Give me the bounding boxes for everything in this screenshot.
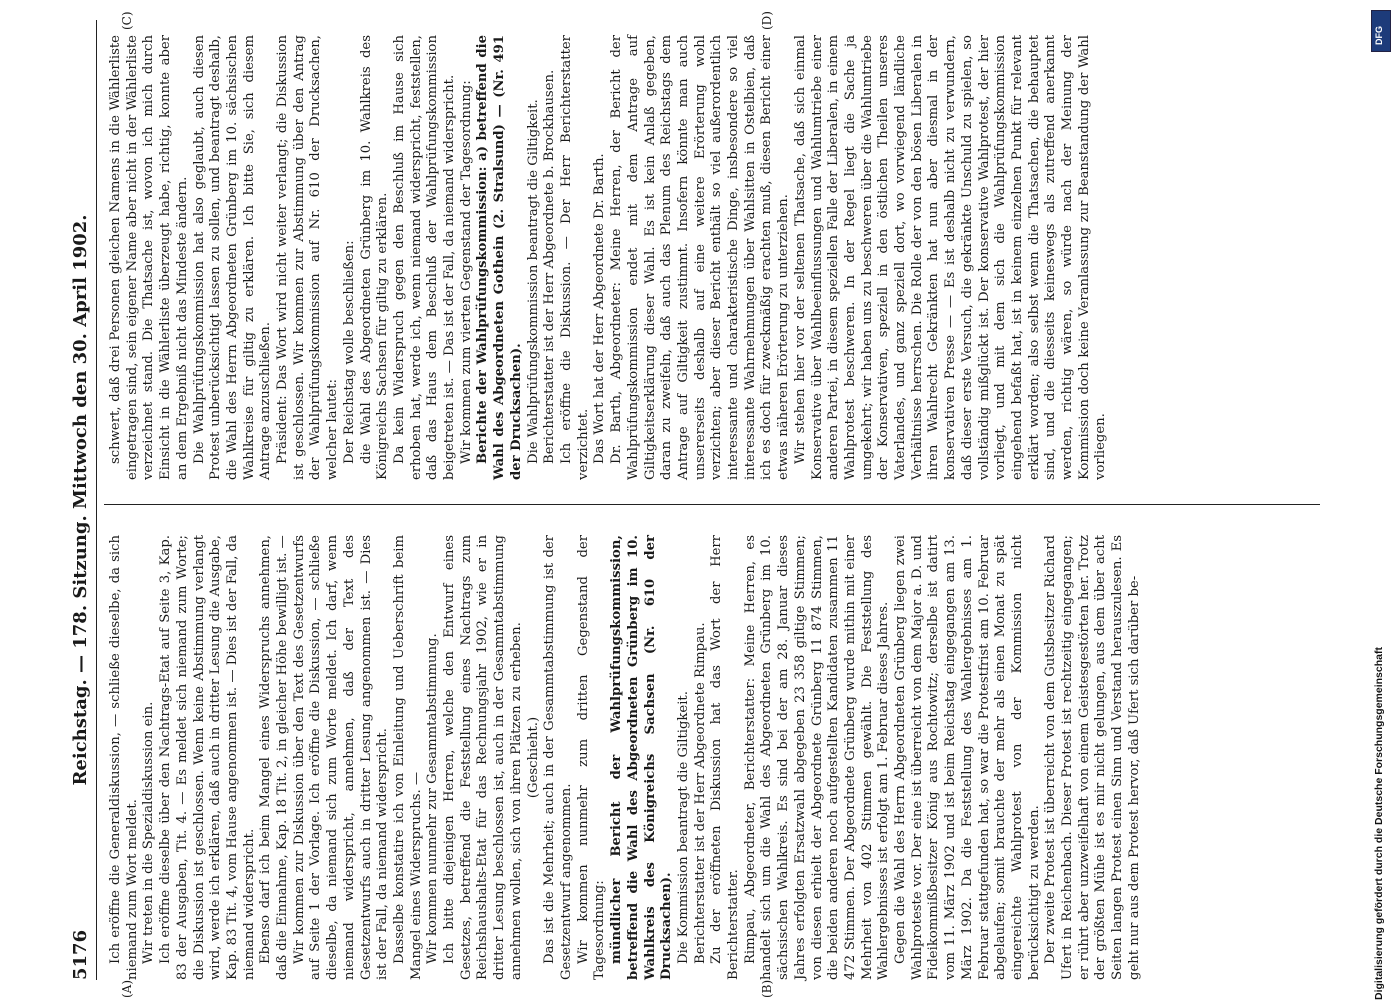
paragraph: Wir kommen nunmehr zur Gesammtabstimmung. — [425, 633, 441, 964]
paragraph: Die Wahlprüfungskommission hat also geglaubt, auch diesen Protest unberücksichtigt lassen zu sollen, und beantragt deshalb, die Wahl des Herrn Abgeordneten Grünberg im 10. sächsischen Wahlkreise für giltig zu erklären. Ich bitte Sie, sich diesem Antrage anzuschließen. — [191, 35, 274, 480]
digitization-note: Digitalisierung gefördert durch die Deutsche Forschungsgemeinschaft — [1373, 647, 1385, 1000]
paragraph: Das Wort hat der Herr Abgeordnete Dr. Barth. — [592, 153, 608, 464]
dfg-logo: DFG — [1371, 10, 1391, 52]
paragraph: Dasselbe konstatire ich von Einleitung und Ueberschrift beim Mangel eines Widerspruchs. — — [391, 535, 424, 980]
running-title: Reichstag. — 178. Sitzung. Mittwoch den 30. April 1902. — [70, 214, 91, 786]
paragraph: (Geschieht.) — [525, 716, 541, 799]
paragraph: Das ist die Mehrheit; auch in der Gesammtabstimmung ist der Gesetzentwurf angenommen. — [542, 535, 574, 980]
paragraph: Wir treten in die Spezialdiskussion ein. — [141, 701, 157, 964]
motion-text: die Wahl des Abgeordneten Grünberg im 10. Wahlkreis des Königreichs Sachsen für giltig zu erklären. — [358, 35, 391, 480]
margin-mark-b: (B) — [760, 979, 774, 998]
left-column — [108, 535, 1144, 980]
margin-mark-d: (D) — [760, 11, 774, 30]
paragraph: Berichterstatter ist der Herr Abgeordnete Rimpau. — [692, 622, 708, 964]
rotated-page — [60, 0, 1360, 1000]
paragraph: Zu der eröffneten Diskussion hat das Wort der Herr Berichterstatter. — [709, 535, 742, 980]
paragraph: Die Kommission beantragt die Giltigkeit. — [675, 691, 691, 964]
agenda-item: Berichte der Wahlprüfungskommission: a) betreffend die Wahl des Abgeordneten Gothein (2. Stralsund) — (Nr. 491 der Drucksachen). — [475, 35, 524, 480]
paragraph: Ich eröffne dieselbe über den Nachtrags-Etat auf Seite 3, Kap. 83 der Ausgaben, Tit. 4. — Es meldet sich niemand zum Worte; die Diskussion ist geschlossen. Wenn keine Abstimmung verlangt wird, werde ich erklären, daß auch in dritter Lesung die Ausgabe, Kap. 83 Tit. 4, vom Hause angenommen ist. — Dies ist der Fall, da niemand widerspricht. — [158, 535, 257, 980]
right-column — [108, 35, 1110, 480]
paragraph: Die Wahlprüfungskommission beantragt die Giltigkeit. — [525, 99, 541, 464]
paragraph: Ich eröffne die Generaldiskussion, — schließe dieselbe, da sich niemand zum Wort meldet. — [108, 535, 140, 980]
page-number: 5176 — [70, 929, 91, 980]
paragraph: Der Reichstag wolle beschließen: — [341, 240, 357, 464]
running-header — [66, 20, 97, 980]
paragraph: Berichterstatter ist der Herr Abgeordnete b. Brockhausen. — [542, 69, 558, 464]
speech: Rimpau, Abgeordneter, Berichterstatter: Meine Herren, es handelt sich um die Wahl des Abgeordneten Grünberg im 10. sächsischen Wahlkreis. Es sind bei der am 28. Januar dieses Jahres erfolgten Ersatzwahl abgegeben 23 358 giltige Stimmen; von diesen erhielt der Abgeordnete Grünberg 11 874 Stimmen, die beiden anderen noch aufgestellten Kandidaten zusammen 11 472 Stimmen. Der Abgeordnete Grünberg wurde mithin mit einer Mehrheit von 402 Stimmen gewählt. Die Feststellung des Wahlergebnisses ist erfolgt am 1. Februar dieses Jahres. — [742, 535, 892, 980]
margin-mark-c: (C) — [120, 11, 134, 30]
speech: Präsident: Das Wort wird nicht weiter verlangt; die Diskussion ist geschlossen. Wir kommen zur Abstimmung über den Antrag der Wahlprüfungskommission auf Nr. 610 der Drucksachen, welcher lautet: — [275, 35, 341, 480]
agenda-item: mündlicher Bericht der Wahlprüfungskommission, betreffend die Wahl des Abgeordneten Grünberg im 10. Wahlkreis des Königreichs Sachsen (Nr. 610 der Drucksachen). — [609, 535, 675, 980]
paragraph: schwert, daß drei Personen gleichen Namens in die Wählerliste eingetragen sind, sein eigener Name aber nicht in der Wählerliste verzeichnet stand. Die Thatsache ist, wovon ich mich durch Einsicht in die Wählerliste überzeugt habe, richtig, konnte aber an dem Ergebniß nicht das Mindeste ändern. — [108, 35, 190, 480]
paragraph: Wir kommen nunmehr zum dritten Gegenstand der Tagesordnung: — [575, 535, 608, 980]
paragraph: Wir kommen zur Diskussion über den Text des Gesetzentwurfs auf Seite 1 der Vorlage. Ich eröffne die Diskussion, — schließe dieselbe, da niemand sich zum Worte meldet. Ich darf, wenn niemand widerspricht, annehmen, daß der Text des Gesetzentwurfs auch in dritter Lesung angenommen ist. — Dies ist der Fall, da niemand widerspricht. — [291, 535, 391, 980]
digitization-credit — [1371, 10, 1391, 1000]
speech: Dr. Barth, Abgeordneter: Meine Herren, der Bericht der Wahlprüfungskommission endet mit dem Antrage auf Giltigkeitserklärung dieser Wahl. Es ist kein Anlaß gegeben, daran zu zweifeln, daß auch das Plenum des Reichstags dem Antrage auf Giltigkeit zustimmt. Insofern könnte man auch unsererseits deshalb auf eine weitere Erörterung wohl verzichten; aber dieser Bericht enthält so viel außerordentlich interessante und charakteristische Dinge, insbesondere so viel interessante Wahrnehmungen über Wahlsitten in Ostelbien, daß ich es doch für zweckmäßig erachten muß, diesen Bericht einer etwas näheren Erörterung zu unterziehen. — [609, 35, 792, 480]
paragraph: Ebenso darf ich beim Mangel eines Widerspruchs annehmen, daß die Einnahme, Kap. 18 Tit. 2, in gleicher Höhe bewilligt ist. — — [258, 535, 291, 980]
margin-mark-a: (A) — [120, 979, 134, 998]
paragraph: Wir stehen hier vor der seltenen Thatsache, daß sich einmal Konservative über Wahlbeeinflussungen und Wahlumtriebe einer anderen Partei, in diesem speziellen Falle der Liberalen, in einem Wahlprotest beschweren. In der Regel liegt die Sache ja umgekehrt; wir haben uns zu beschweren über die Wahlumtriebe der Konservativen, speziell in den östlichen Theilen unseres Vaterlandes, und ganz speziell dort, wo vorwiegend ländliche Verhältnisse herrschen. Die Rolle der von den bösen Liberalen in ihren Wahlrecht Gekränkten hat nun aber diesmal in der konservativen Presse — — Es ist deshalb nicht zu verwundern, daß dieser erste Versuch, die gekränkte Unschuld zu spielen, so vollständig mißglückt ist. Der konservative Wahlprotest, der hier vorliegt, und mit dem sich die Wahlprüfungskommission eingehend befaßt hat, ist in keinem einzelnen Punkt für relevant erklärt worden; also selbst wenn die Thatsachen, die behauptet sind, und die diesseits keineswegs als zutreffend anerkannt werden, richtig wären, so würde nach der Meinung der Kommission doch keine Veranlassung zur Beanstandung der Wahl vorliegen. — [792, 35, 1109, 480]
paragraph: Da kein Widerspruch gegen den Beschluß im Hause sich erhoben hat, werde ich, wenn niemand widerspricht, feststellen, daß das Haus dem Beschluß der Wahlprüfungskommission beigetreten ist. — Das ist der Fall, da niemand widerspricht. — [391, 35, 458, 480]
paragraph: Wir kommen zum vierten Gegenstand der Tagesordnung: — [458, 80, 474, 464]
paragraph: Der zweite Protest ist überreicht von dem Gutsbesitzer Richard Ufert in Reichenbach. Dieser Protest ist rechtzeitig eingegangen; er rührt aber unzweifelhaft von einem Geistesgestörten her. Trotz der größten Mühe ist es mir nicht gelungen, aus dem über acht Seiten langen Protest einen Sinn und Verstand herauszulesen. Es geht nur aus dem Protest hervor, daß Ufert sich darüber be- — [1043, 535, 1142, 980]
paragraph: Ich bitte diejenigen Herren, welche den Entwurf eines Gesetzes, betreffend die Feststellung eines Nachtrags zum Reichshaushalts-Etat für das Rechnungsjahr 1902, wie er in dritter Lesung beschlossen ist, auch in der Gesammtabstimmung annehmen wollen, sich von ihren Plätzen zu erheben. — [442, 535, 524, 980]
column-divider — [104, 504, 1320, 505]
paragraph: Gegen die Wahl des Herrn Abgeordneten Grünberg liegen zwei Wahlproteste vor. Der eine ist überreicht von dem Major a. D. und Fideikommißbesitzer König aus Rochtowitz; derselbe ist datirt vom 11. März 1902 und ist beim Reichstag eingegangen am 13. März 1902. Da die Feststellung des Wahlergebnisses am 1. Februar stattgefunden hat, so war die Protestfrist am 10. Februar abgelaufen; somit brauchte der mehr als einen Monat zu spät eingereichte Wahlprotest von der Kommission nicht berücksichtigt zu werden. — [893, 535, 1042, 980]
paragraph: Ich eröffne die Diskussion. — Der Herr Berichterstatter verzichtet. — [558, 35, 591, 480]
